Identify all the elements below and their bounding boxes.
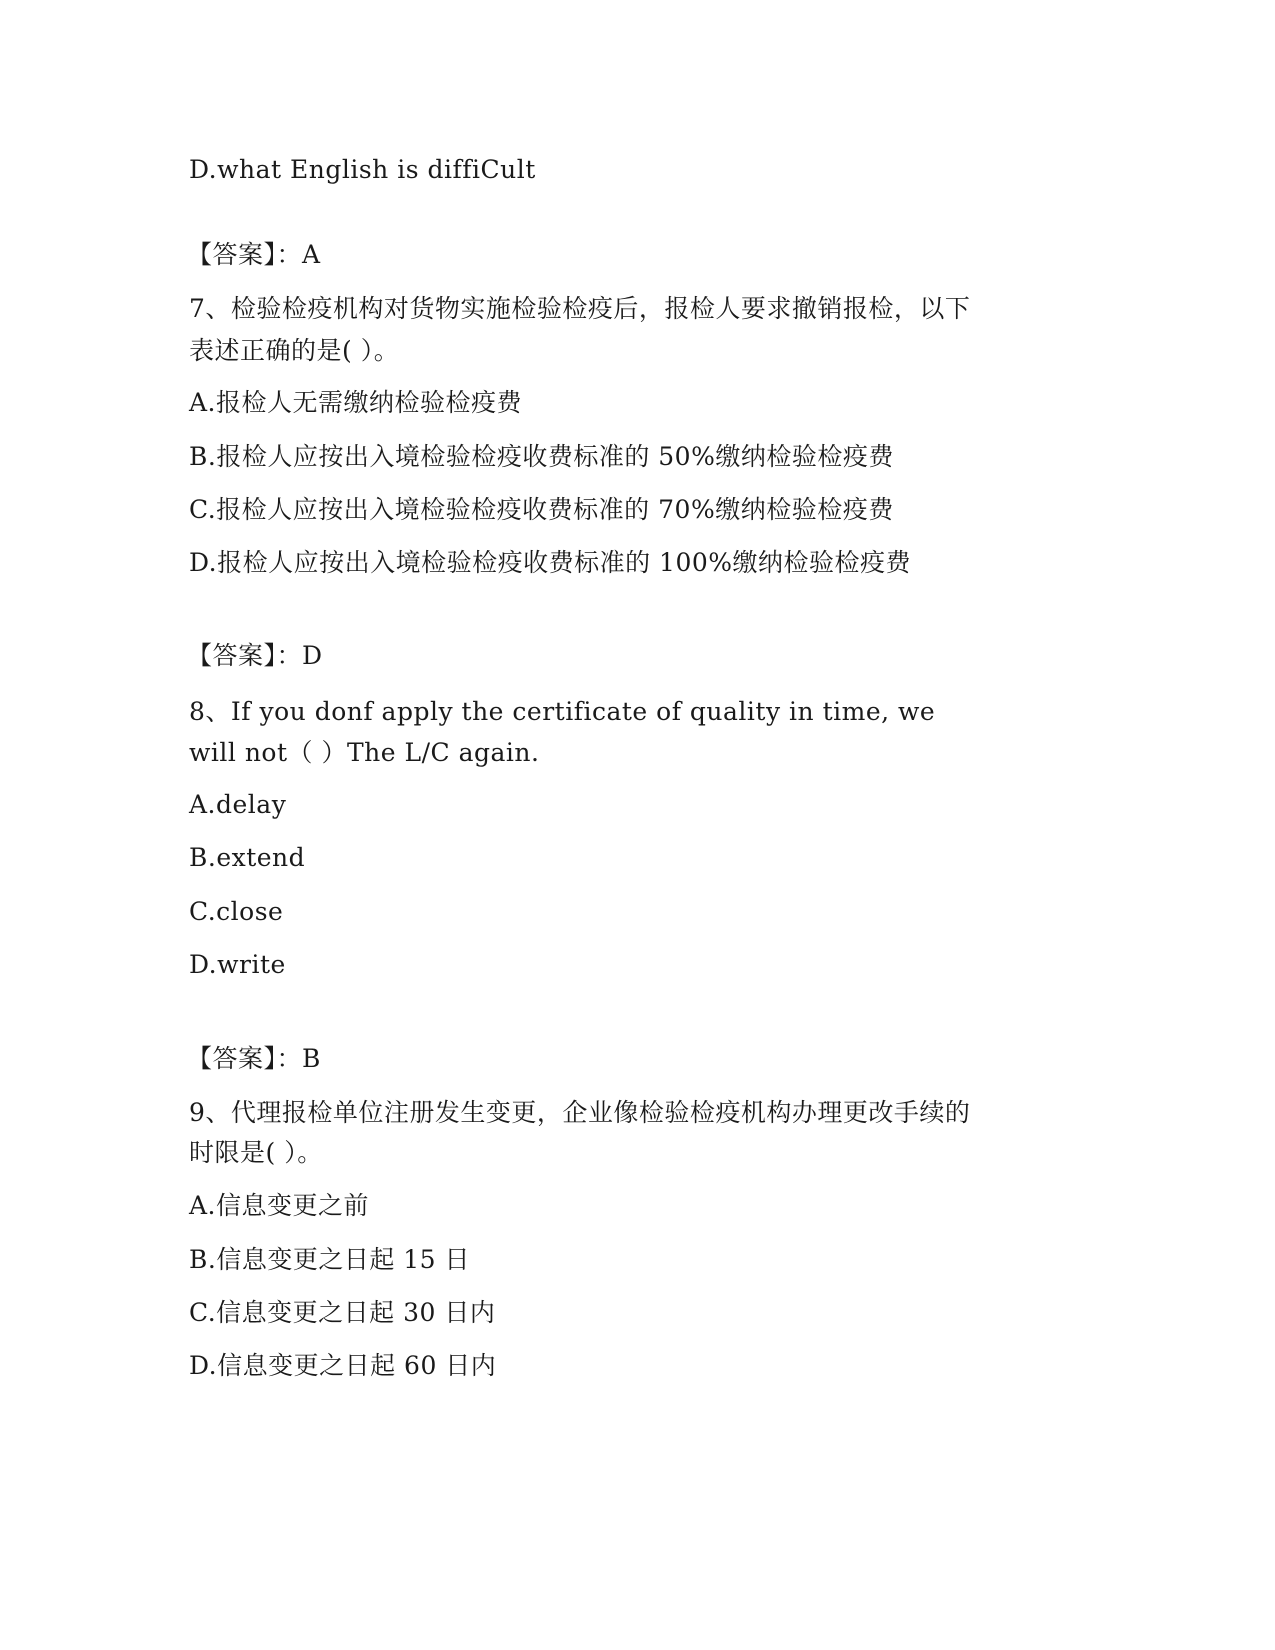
q6-answer: 【答案】：A — [187, 240, 321, 269]
q9-stem-line2: 时限是( ）。 — [189, 1138, 323, 1167]
q8-answer: 【答案】：B — [187, 1044, 321, 1073]
q6-option-d: D.what English is diffiCult — [189, 155, 536, 184]
q8-option-a: A.delay — [189, 790, 287, 819]
q7-option-d: D.报检人应按出入境检验检疫收费标准的 100%缴纳检验检疫费 — [189, 548, 912, 577]
q7-stem-line2: 表述正确的是( ）。 — [189, 336, 400, 365]
q7-option-a: A.报检人无需缴纳检验检疫费 — [189, 388, 523, 417]
q9-option-a: A.信息变更之前 — [189, 1191, 370, 1220]
q8-option-c: C.close — [189, 897, 284, 926]
q7-option-c: C.报检人应按出入境检验检疫收费标准的 70%缴纳检验检疫费 — [189, 495, 894, 524]
q7-answer: 【答案】：D — [187, 641, 323, 670]
q9-option-d: D.信息变更之日起 60 日内 — [189, 1351, 497, 1380]
q8-stem-line2: will not（ ）The L/C again. — [189, 738, 540, 767]
q8-stem-line1: 8、If you donf apply the certificate of quality in time, we — [189, 697, 936, 726]
q8-option-d: D.write — [189, 950, 286, 979]
q8-option-b: B.extend — [189, 843, 306, 872]
q7-option-b: B.报检人应按出入境检验检疫收费标准的 50%缴纳检验检疫费 — [189, 442, 894, 471]
q7-stem-line1: 7、检验检疫机构对货物实施检验检疫后，报检人要求撤销报检，以下 — [189, 294, 971, 323]
q9-stem-line1: 9、代理报检单位注册发生变更，企业像检验检疫机构办理更改手续的 — [189, 1098, 971, 1127]
q9-option-b: B.信息变更之日起 15 日 — [189, 1245, 471, 1274]
q9-option-c: C.信息变更之日起 30 日内 — [189, 1298, 496, 1327]
